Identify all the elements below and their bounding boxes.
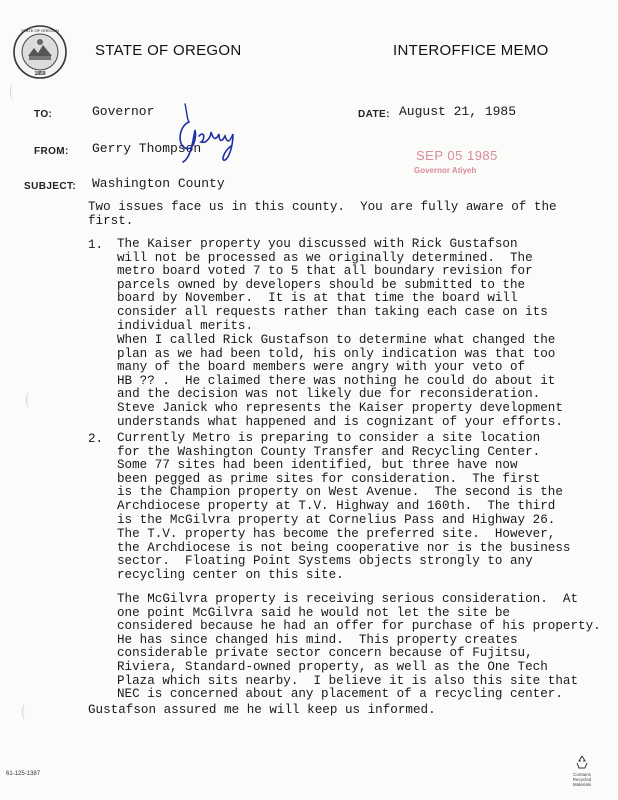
date-label: DATE: [358, 109, 390, 120]
memo-type: INTEROFFICE MEMO [393, 42, 549, 59]
from-value: Gerry Thompson [92, 141, 202, 156]
item-2-number: 2. [88, 432, 104, 446]
item-1-number: 1. [88, 238, 104, 252]
state-seal [12, 24, 68, 80]
subject-label: SUBJECT: [24, 181, 77, 192]
item-1-paragraph-1: The Kaiser property you discussed with Rick Gustafson will not be processed as we originally determined. The metro board voted 7 to 5 that all boundary revision for parcels owned by developers should be submitted to the board by November. It is at that time the board will consider all requests rather than taking each case on its individual merits. [117, 237, 548, 333]
item-1-paragraph-2: When I called Rick Gustafson to determine what changed the plan as we had been told, his only indication was that too many of the board members were angry with your veto of HB ?? . He claimed there was nothing he could do about it and the decision was not likely due for reconsideration. Steve Janick who represents the Kaiser property development understands what happened and is cognizant of your efforts. [117, 333, 563, 429]
item-2-paragraph-3: The McGilvra property is receiving serious consideration. At one point McGilvra said he would not let the site be considered because he had an offer for purchase of his property. He has since changed his mind. This property creates considerable private sector concern because of Fujitsu, Riviera, Standard-owned property, as well as the One Tech Plaza which sits nearby. I believe it is also this site that NEC is concerned about any placement of a recycling center. [117, 592, 601, 702]
received-stamp-date: SEP 05 1985 [416, 148, 498, 163]
seal-year: 1859 [34, 71, 46, 77]
date-value: August 21, 1985 [399, 104, 517, 119]
recycle-icon [574, 754, 590, 770]
to-value: Governor [92, 104, 155, 119]
item-2-paragraph-2: The T.V. property has become the preferred site. However, the Archdiocese is not being cooperative nor is the business sector. Floating Point Systems objects strongly to any recycling center on this site. [117, 527, 571, 582]
subject-value: Washington County [92, 176, 225, 191]
form-number: 61-125-1387 [6, 771, 41, 777]
intro-paragraph: Two issues face us in this county. You are fully aware of the first. [88, 200, 557, 228]
handwritten-signature [175, 100, 255, 170]
received-stamp-office: Governor Atiyeh [414, 166, 477, 175]
from-label: FROM: [34, 146, 69, 157]
margin-mark [22, 704, 29, 720]
recycle-caption: Contains Recycled Materials [572, 772, 592, 787]
margin-mark [26, 392, 33, 408]
closing-line: Gustafson assured me he will keep us informed. [88, 703, 436, 717]
state-header: STATE OF OREGON [95, 42, 242, 59]
item-2-paragraph-1: Currently Metro is preparing to consider a site location for the Washington County Transfer and Recycling Center. Some 77 sites had been identified, but three have now been pegged as prime sites for consideration. The first is the Champion property on West Avenue. The second is the Archdiocese property at T.V. Highway and 160th. The third is the McGilvra property at Cornelius Pass and Highway 26. [117, 431, 563, 527]
seal-text: STATE OF OREGON [21, 28, 59, 33]
to-label: TO: [34, 109, 53, 120]
margin-mark [10, 84, 17, 100]
